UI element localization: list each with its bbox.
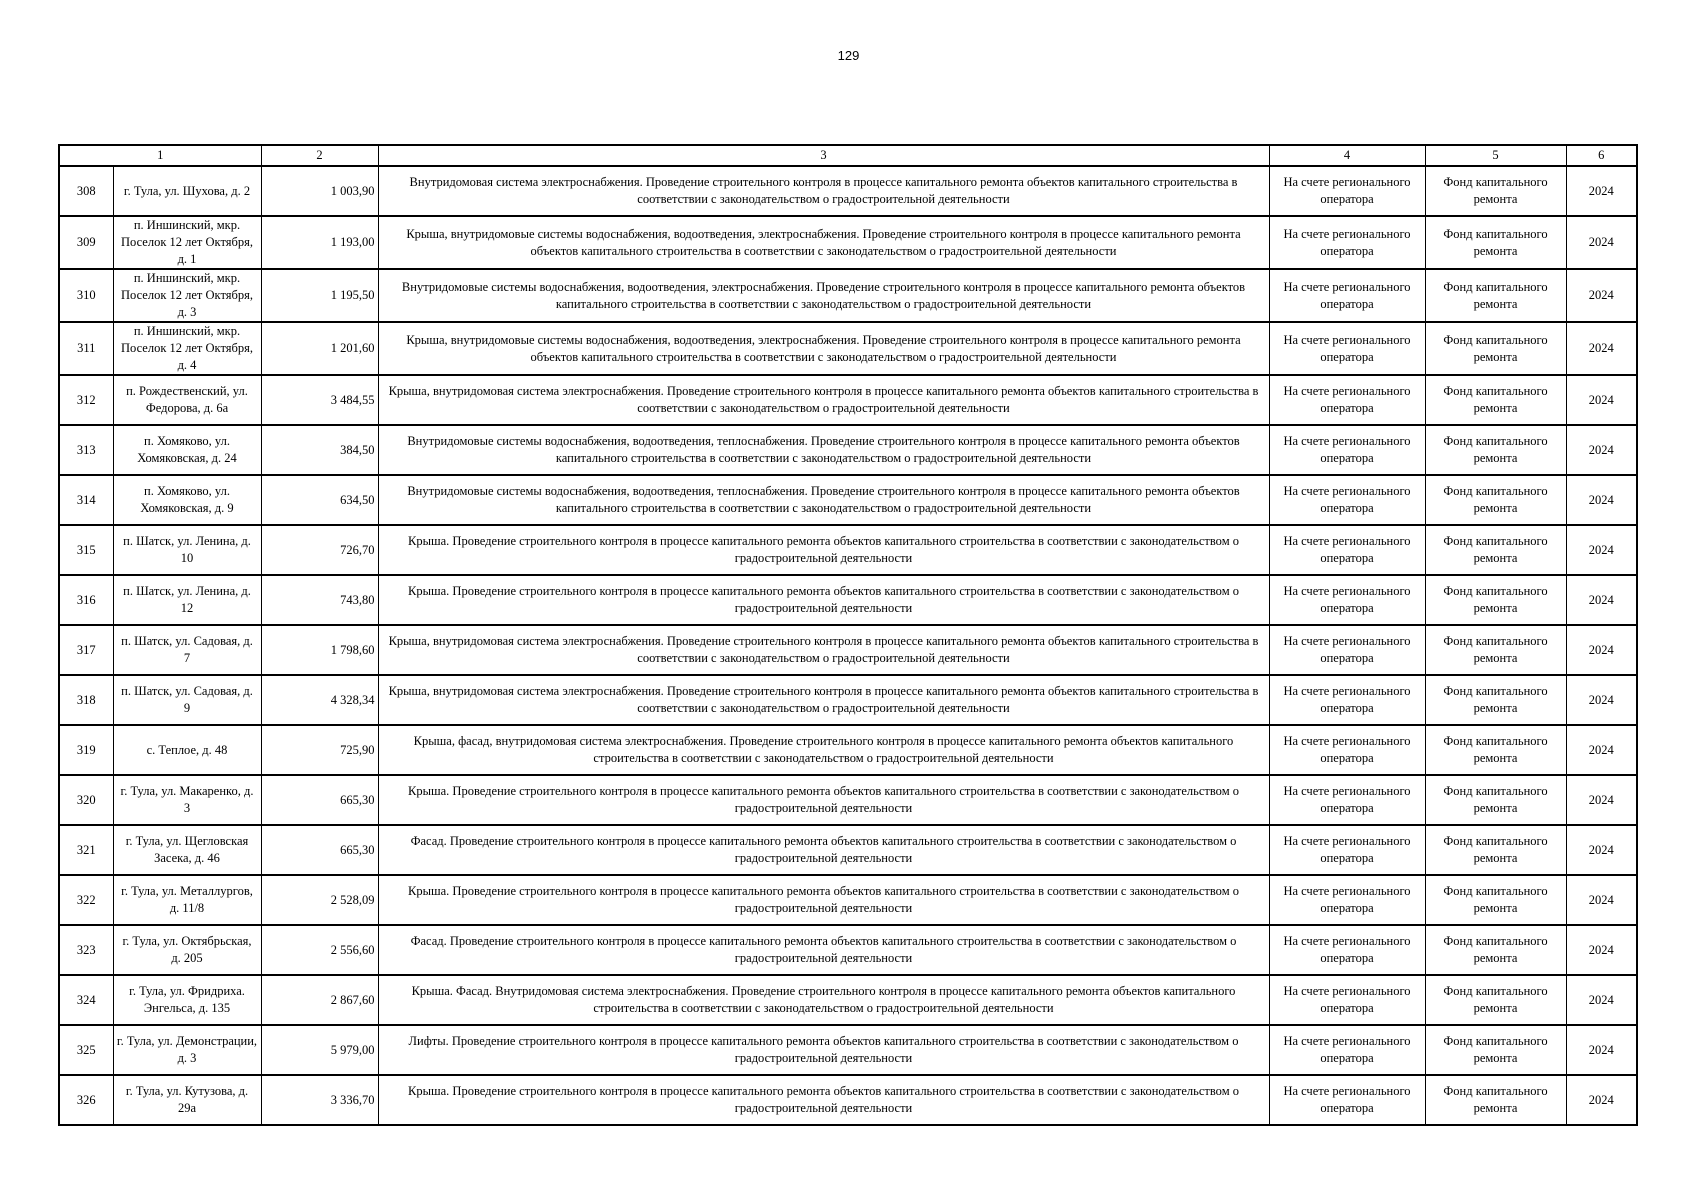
funding-source-cell: Фонд капитального ремонта — [1425, 625, 1566, 675]
column-header-1: 1 — [59, 145, 261, 166]
area-cell: 384,50 — [261, 425, 378, 475]
funding-source-cell: Фонд капитального ремонта — [1425, 1075, 1566, 1125]
account-cell: На счете регионального оператора — [1269, 475, 1425, 525]
table-row — [59, 375, 1637, 425]
row-number-cell: 320 — [59, 775, 113, 825]
account-cell: На счете регионального оператора — [1269, 675, 1425, 725]
row-number-cell: 313 — [59, 425, 113, 475]
row-number-cell: 318 — [59, 675, 113, 725]
row-number-cell: 323 — [59, 925, 113, 975]
address-cell: п. Шатск, ул. Садовая, д. 7 — [113, 625, 261, 675]
funding-source-cell: Фонд капитального ремонта — [1425, 322, 1566, 375]
row-number-cell: 317 — [59, 625, 113, 675]
address-cell: г. Тула, ул. Фридриха. Энгельса, д. 135 — [113, 975, 261, 1025]
year-cell: 2024 — [1566, 925, 1637, 975]
area-cell: 725,90 — [261, 725, 378, 775]
work-description-cell: Крыша, внутридомовые системы водоснабжения, водоотведения, электроснабжения. Проведение строительного контроля в процессе капитального ремонта объектов капитального строительства в соответствии с законодательством о градостроительной деятельности — [378, 216, 1269, 269]
year-cell: 2024 — [1566, 575, 1637, 625]
address-cell: п. Иншинский, мкр. Поселок 12 лет Октября, д. 3 — [113, 269, 261, 322]
work-description-cell: Фасад. Проведение строительного контроля в процессе капитального ремонта объектов капитального строительства в соответствии с законодательством о градостроительной деятельности — [378, 825, 1269, 875]
address-cell: г. Тула, ул. Кутузова, д. 29а — [113, 1075, 261, 1125]
account-cell: На счете регионального оператора — [1269, 1025, 1425, 1075]
row-number-cell: 321 — [59, 825, 113, 875]
address-cell: п. Шатск, ул. Садовая, д. 9 — [113, 675, 261, 725]
year-cell: 2024 — [1566, 875, 1637, 925]
row-number-cell: 324 — [59, 975, 113, 1025]
address-cell: п. Шатск, ул. Ленина, д. 12 — [113, 575, 261, 625]
work-description-cell: Лифты. Проведение строительного контроля в процессе капитального ремонта объектов капитального строительства в соответствии с законодательством о градостроительной деятельности — [378, 1025, 1269, 1075]
year-cell: 2024 — [1566, 825, 1637, 875]
address-cell: г. Тула, ул. Шухова, д. 2 — [113, 166, 261, 216]
page-number: 129 — [837, 48, 860, 63]
year-cell: 2024 — [1566, 525, 1637, 575]
account-cell: На счете регионального оператора — [1269, 375, 1425, 425]
area-cell: 634,50 — [261, 475, 378, 525]
table-row — [59, 475, 1637, 525]
year-cell: 2024 — [1566, 675, 1637, 725]
address-cell: п. Шатск, ул. Ленина, д. 10 — [113, 525, 261, 575]
address-cell: с. Теплое, д. 48 — [113, 725, 261, 775]
work-description-cell: Крыша, внутридомовая система электроснабжения. Проведение строительного контроля в процессе капитального ремонта объектов капитального строительства в соответствии с законодательством о градостроительной деятельности — [378, 375, 1269, 425]
column-header-3: 3 — [378, 145, 1269, 166]
area-cell: 2 556,60 — [261, 925, 378, 975]
row-number-cell: 309 — [59, 216, 113, 269]
account-cell: На счете регионального оператора — [1269, 575, 1425, 625]
address-cell: п. Рождественский, ул. Федорова, д. 6а — [113, 375, 261, 425]
row-number-cell: 316 — [59, 575, 113, 625]
work-description-cell: Крыша, внутридомовая система электроснабжения. Проведение строительного контроля в процессе капитального ремонта объектов капитального строительства в соответствии с законодательством о градостроительной деятельности — [378, 625, 1269, 675]
account-cell: На счете регионального оператора — [1269, 775, 1425, 825]
work-description-cell: Крыша. Фасад. Внутридомовая система электроснабжения. Проведение строительного контроля в процессе капитального ремонта объектов капитального строительства в соответствии с законодательством о градостроительной деятельности — [378, 975, 1269, 1025]
table-row — [59, 625, 1637, 675]
address-cell: п. Хомяково, ул. Хомяковская, д. 9 — [113, 475, 261, 525]
row-number-cell: 308 — [59, 166, 113, 216]
work-description-cell: Крыша. Проведение строительного контроля в процессе капитального ремонта объектов капитального строительства в соответствии с законодательством о градостроительной деятельности — [378, 1075, 1269, 1125]
header-row — [59, 145, 1637, 166]
work-description-cell: Крыша, внутридомовые системы водоснабжения, водоотведения, электроснабжения. Проведение строительного контроля в процессе капитального ремонта объектов капитального строительства в соответствии с законодательством о градостроительной деятельности — [378, 322, 1269, 375]
work-description-cell: Крыша, фасад, внутридомовая система электроснабжения. Проведение строительного контроля в процессе капитального ремонта объектов капитального строительства в соответствии с законодательством о градостроительной деятельности — [378, 725, 1269, 775]
address-cell: п. Хомяково, ул. Хомяковская, д. 24 — [113, 425, 261, 475]
area-cell: 665,30 — [261, 825, 378, 875]
area-cell: 4 328,34 — [261, 675, 378, 725]
column-header-2: 2 — [261, 145, 378, 166]
work-description-cell: Фасад. Проведение строительного контроля в процессе капитального ремонта объектов капитального строительства в соответствии с законодательством о градостроительной деятельности — [378, 925, 1269, 975]
area-cell: 1 798,60 — [261, 625, 378, 675]
year-cell: 2024 — [1566, 475, 1637, 525]
table-row — [59, 825, 1637, 875]
table-row — [59, 775, 1637, 825]
account-cell: На счете регионального оператора — [1269, 525, 1425, 575]
address-cell: п. Иншинский, мкр. Поселок 12 лет Октября, д. 1 — [113, 216, 261, 269]
year-cell: 2024 — [1566, 322, 1637, 375]
year-cell: 2024 — [1566, 625, 1637, 675]
area-cell: 3 484,55 — [261, 375, 378, 425]
table-row — [59, 166, 1637, 216]
area-cell: 2 867,60 — [261, 975, 378, 1025]
area-cell: 743,80 — [261, 575, 378, 625]
year-cell: 2024 — [1566, 216, 1637, 269]
account-cell: На счете регионального оператора — [1269, 925, 1425, 975]
column-header-6: 6 — [1566, 145, 1637, 166]
table-row — [59, 322, 1637, 375]
table-row — [59, 425, 1637, 475]
account-cell: На счете регионального оператора — [1269, 875, 1425, 925]
row-number-cell: 322 — [59, 875, 113, 925]
row-number-cell: 310 — [59, 269, 113, 322]
area-cell: 1 201,60 — [261, 322, 378, 375]
work-description-cell: Крыша, внутридомовая система электроснабжения. Проведение строительного контроля в процессе капитального ремонта объектов капитального строительства в соответствии с законодательством о градостроительной деятельности — [378, 675, 1269, 725]
repair-plan-table — [58, 144, 1638, 1126]
work-description-cell: Крыша. Проведение строительного контроля в процессе капитального ремонта объектов капитального строительства в соответствии с законодательством о градостроительной деятельности — [378, 775, 1269, 825]
area-cell: 665,30 — [261, 775, 378, 825]
year-cell: 2024 — [1566, 375, 1637, 425]
funding-source-cell: Фонд капитального ремонта — [1425, 725, 1566, 775]
funding-source-cell: Фонд капитального ремонта — [1425, 975, 1566, 1025]
table-row — [59, 525, 1637, 575]
account-cell: На счете регионального оператора — [1269, 425, 1425, 475]
column-header-5: 5 — [1425, 145, 1566, 166]
row-number-cell: 312 — [59, 375, 113, 425]
address-cell: п. Иншинский, мкр. Поселок 12 лет Октября, д. 4 — [113, 322, 261, 375]
funding-source-cell: Фонд капитального ремонта — [1425, 166, 1566, 216]
row-number-cell: 326 — [59, 1075, 113, 1125]
table-row — [59, 575, 1637, 625]
work-description-cell: Внутридомовая система электроснабжения. Проведение строительного контроля в процессе капитального ремонта объектов капитального строительства в соответствии с законодательством о градостроительной деятельности — [378, 166, 1269, 216]
row-number-cell: 314 — [59, 475, 113, 525]
address-cell: г. Тула, ул. Демонстрации, д. 3 — [113, 1025, 261, 1075]
area-cell: 3 336,70 — [261, 1075, 378, 1125]
account-cell: На счете регионального оператора — [1269, 825, 1425, 875]
work-description-cell: Внутридомовые системы водоснабжения, водоотведения, электроснабжения. Проведение строительного контроля в процессе капитального ремонта объектов капитального строительства в соответствии с законодательством о градостроительной деятельности — [378, 269, 1269, 322]
account-cell: На счете регионального оператора — [1269, 725, 1425, 775]
table-row — [59, 925, 1637, 975]
account-cell: На счете регионального оператора — [1269, 975, 1425, 1025]
year-cell: 2024 — [1566, 775, 1637, 825]
address-cell: г. Тула, ул. Металлургов, д. 11/8 — [113, 875, 261, 925]
area-cell: 2 528,09 — [261, 875, 378, 925]
funding-source-cell: Фонд капитального ремонта — [1425, 475, 1566, 525]
table-row — [59, 725, 1637, 775]
funding-source-cell: Фонд капитального ремонта — [1425, 875, 1566, 925]
area-cell: 5 979,00 — [261, 1025, 378, 1075]
table-row — [59, 269, 1637, 322]
work-description-cell: Внутридомовые системы водоснабжения, водоотведения, теплоснабжения. Проведение строительного контроля в процессе капитального ремонта объектов капитального строительства в соответствии с законодательством о градостроительной деятельности — [378, 475, 1269, 525]
funding-source-cell: Фонд капитального ремонта — [1425, 825, 1566, 875]
row-number-cell: 325 — [59, 1025, 113, 1075]
area-cell: 726,70 — [261, 525, 378, 575]
area-cell: 1 195,50 — [261, 269, 378, 322]
table-row — [59, 675, 1637, 725]
table-row — [59, 216, 1637, 269]
work-description-cell: Внутридомовые системы водоснабжения, водоотведения, теплоснабжения. Проведение строительного контроля в процессе капитального ремонта объектов капитального строительства в соответствии с законодательством о градостроительной деятельности — [378, 425, 1269, 475]
account-cell: На счете регионального оператора — [1269, 166, 1425, 216]
funding-source-cell: Фонд капитального ремонта — [1425, 925, 1566, 975]
account-cell: На счете регионального оператора — [1269, 322, 1425, 375]
account-cell: На счете регионального оператора — [1269, 216, 1425, 269]
funding-source-cell: Фонд капитального ремонта — [1425, 575, 1566, 625]
address-cell: г. Тула, ул. Щегловская Засека, д. 46 — [113, 825, 261, 875]
funding-source-cell: Фонд капитального ремонта — [1425, 525, 1566, 575]
account-cell: На счете регионального оператора — [1269, 1075, 1425, 1125]
funding-source-cell: Фонд капитального ремонта — [1425, 375, 1566, 425]
funding-source-cell: Фонд капитального ремонта — [1425, 216, 1566, 269]
year-cell: 2024 — [1566, 269, 1637, 322]
table-body — [59, 166, 1637, 1125]
row-number-cell: 315 — [59, 525, 113, 575]
account-cell: На счете регионального оператора — [1269, 269, 1425, 322]
table-row — [59, 1025, 1637, 1075]
funding-source-cell: Фонд капитального ремонта — [1425, 775, 1566, 825]
row-number-cell: 311 — [59, 322, 113, 375]
year-cell: 2024 — [1566, 166, 1637, 216]
funding-source-cell: Фонд капитального ремонта — [1425, 675, 1566, 725]
table-row — [59, 1075, 1637, 1125]
year-cell: 2024 — [1566, 1075, 1637, 1125]
year-cell: 2024 — [1566, 725, 1637, 775]
funding-source-cell: Фонд капитального ремонта — [1425, 269, 1566, 322]
table-row — [59, 875, 1637, 925]
work-description-cell: Крыша. Проведение строительного контроля в процессе капитального ремонта объектов капитального строительства в соответствии с законодательством о градостроительной деятельности — [378, 525, 1269, 575]
row-number-cell: 319 — [59, 725, 113, 775]
work-description-cell: Крыша. Проведение строительного контроля в процессе капитального ремонта объектов капитального строительства в соответствии с законодательством о градостроительной деятельности — [378, 875, 1269, 925]
address-cell: г. Тула, ул. Октябрьская, д. 205 — [113, 925, 261, 975]
year-cell: 2024 — [1566, 1025, 1637, 1075]
year-cell: 2024 — [1566, 425, 1637, 475]
funding-source-cell: Фонд капитального ремонта — [1425, 425, 1566, 475]
table-row — [59, 975, 1637, 1025]
funding-source-cell: Фонд капитального ремонта — [1425, 1025, 1566, 1075]
column-header-4: 4 — [1269, 145, 1425, 166]
year-cell: 2024 — [1566, 975, 1637, 1025]
work-description-cell: Крыша. Проведение строительного контроля в процессе капитального ремонта объектов капитального строительства в соответствии с законодательством о градостроительной деятельности — [378, 575, 1269, 625]
address-cell: г. Тула, ул. Макаренко, д. 3 — [113, 775, 261, 825]
area-cell: 1 003,90 — [261, 166, 378, 216]
area-cell: 1 193,00 — [261, 216, 378, 269]
account-cell: На счете регионального оператора — [1269, 625, 1425, 675]
